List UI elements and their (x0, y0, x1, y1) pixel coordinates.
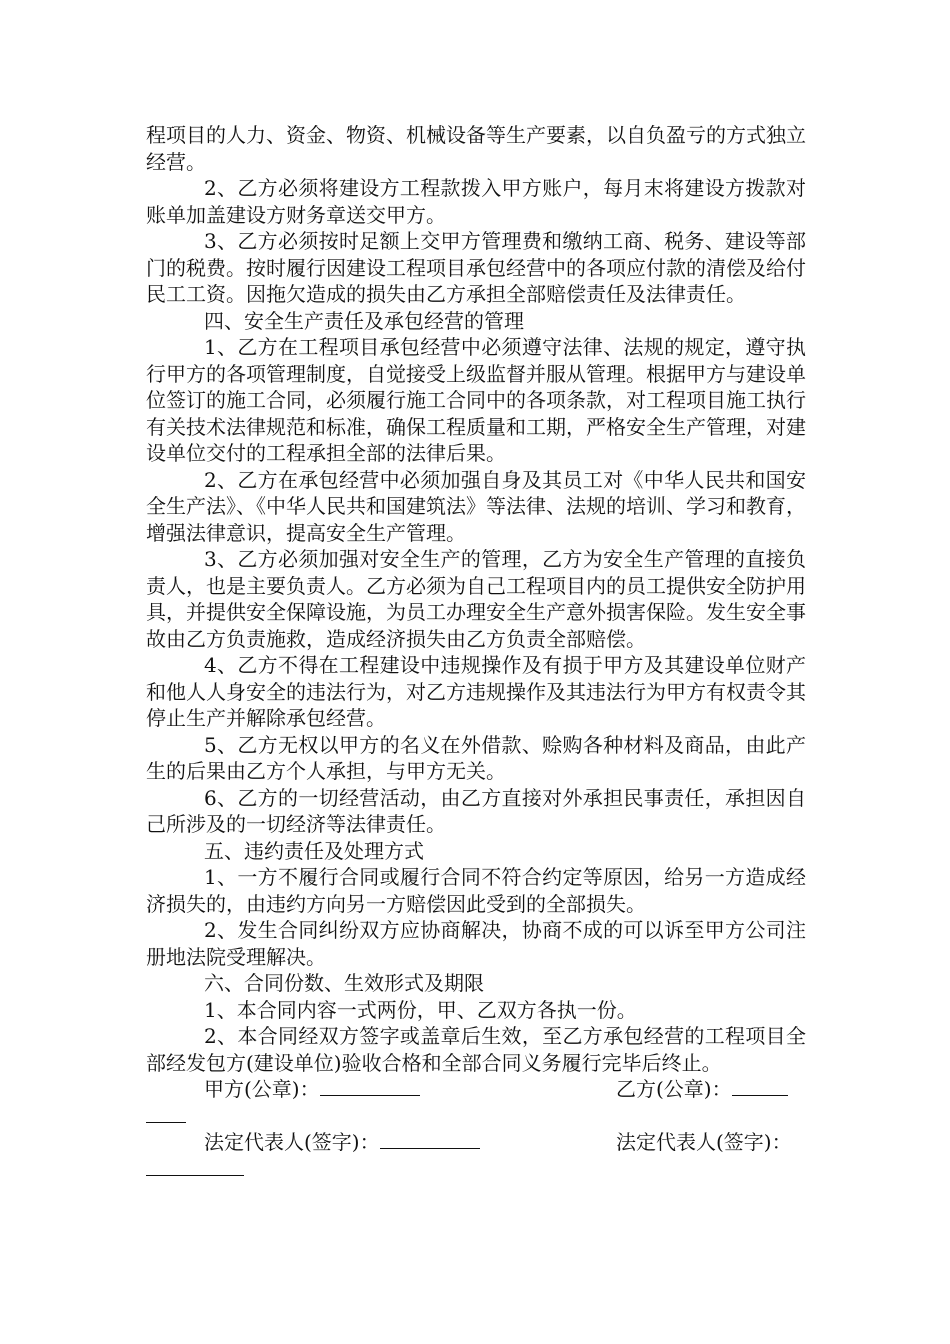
paragraph: 3、乙方必须加强对安全生产的管理，乙方为安全生产管理的直接负责人，也是主要负责人。乙方必须为自己工程项目内的员工提供安全防护用具，并提供安全保障设施，为员工办理安全生产意外损害保险。发生安全事故由乙方负责施救，造成经济损失由乙方负责全部赔偿。 (146, 547, 806, 651)
paragraph: 4、乙方不得在工程建设中违规操作及有损于甲方及其建设单位财产和他人人身安全的违法行为，对乙方违规操作及其违法行为甲方有权责令其停止生产并解除承包经营。 (146, 653, 806, 730)
paragraph: 六、合同份数、生效形式及期限 (204, 971, 484, 995)
party-a-seal-blank (320, 1077, 420, 1096)
paragraph: 五、违约责任及处理方式 (204, 838, 424, 863)
party-b-seal-label: 乙方(公章)： (616, 1077, 732, 1101)
paragraph: 2、乙方在承包经营中必须加强自身及其员工对《中华人民共和国安全生产法》、《中华人民共和国建筑法》等法律、法规的培训、学习和教育，增强法律意识，提高安全生产管理。 (146, 467, 806, 545)
paragraph: 1、乙方在工程项目承包经营中必须遵守法律、法规的规定，遵守执行甲方的各项管理制度，自觉接受上级监督并服从管理。根据甲方与建设单位签订的施工合同，必须履行施工合同中的各项条款，对工程项目施工执行有关技术法律规范和标准，确保工程质量和工期，严格安全生产管理，对建设单位交付的工程承担全部的法律后果。 (146, 335, 806, 465)
party-b-rep-label: 法定代表人(签字)： (616, 1130, 792, 1154)
party-a-rep-blank (380, 1130, 480, 1149)
paragraph: 程项目的人力、资金、物资、机械设备等生产要素，以自负盈亏的方式独立经营。 (146, 123, 806, 174)
party-b-seal-blank-cont (146, 1108, 186, 1123)
paragraph: 四、安全生产责任及承包经营的管理 (204, 308, 524, 333)
contract-body (146, 122, 806, 1076)
paragraph: 6、乙方的一切经营活动，由乙方直接对外承担民事责任，承担因自己所涉及的一切经济等法律责任。 (146, 785, 806, 836)
seal-line-continuation (146, 1103, 806, 1130)
party-b-rep-blank (146, 1161, 244, 1176)
seal-line (146, 1076, 806, 1103)
paragraph: 1、本合同内容一式两份，甲、乙双方各执一份。 (204, 997, 637, 1022)
party-a-rep-label: 法定代表人(签字)： (204, 1130, 380, 1154)
party-a-seal-label: 甲方(公章)： (204, 1077, 320, 1101)
paragraph: 1、一方不履行合同或履行合同不符合约定等原因，给另一方造成经济损失的，由违约方向另一方赔偿因此受到的全部损失。 (146, 865, 806, 916)
paragraph: 2、发生合同纠纷双方应协商解决，协商不成的可以诉至甲方公司注册地法院受理解决。 (146, 918, 806, 969)
paragraph: 2、乙方必须将建设方工程款拨入甲方账户，每月末将建设方拨款对账单加盖建设方财务章送交甲方。 (146, 176, 806, 227)
paragraph: 5、乙方无权以甲方的名义在外借款、赊购各种材料及商品，由此产生的后果由乙方个人承担，与甲方无关。 (146, 732, 806, 783)
representative-line (146, 1129, 806, 1156)
paragraph: 3、乙方必须按时足额上交甲方管理费和缴纳工商、税务、建设等部门的税费。按时履行因建设工程项目承包经营中的各项应付款的清偿及给付民工工资。因拖欠造成的损失由乙方承担全部赔偿责任及法律责任。 (146, 229, 806, 306)
paragraph: 2、本合同经双方签字或盖章后生效，至乙方承包经营的工程项目全部经发包方(建设单位)验收合格和全部合同义务履行完毕后终止。 (146, 1024, 806, 1075)
party-b-seal-blank (732, 1077, 788, 1096)
representative-line-continuation (146, 1156, 806, 1183)
